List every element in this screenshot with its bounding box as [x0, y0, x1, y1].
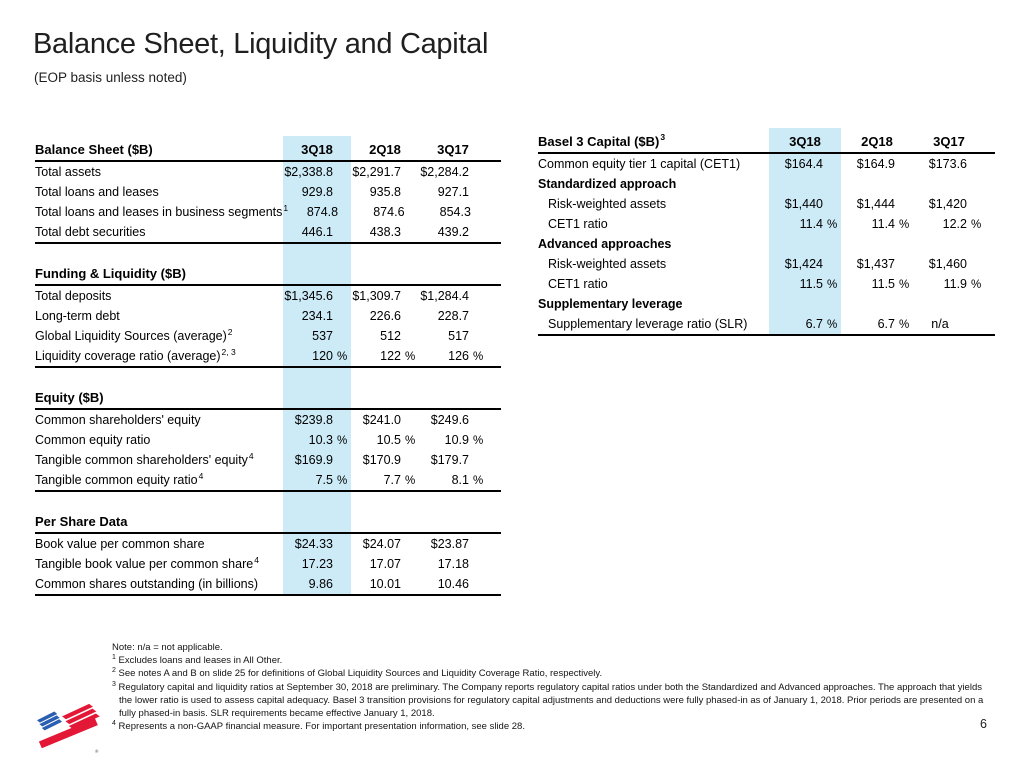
cell-unit: % [971, 279, 982, 291]
cell-3q17 [419, 165, 487, 179]
cell-value: $249.6 [430, 413, 469, 427]
row-label: Supplementary leverage ratio (SLR) [548, 317, 748, 331]
cell-3q18 [288, 205, 354, 219]
footnote: $^2$ See notes A and B on slide 25 for definitions of Global Liquidity Sources and Liquidity Coverage Ratio, respectively. [112, 667, 603, 680]
footnotes [112, 641, 994, 733]
page-number: 6 [980, 717, 987, 731]
cell-3q17 [419, 473, 487, 487]
cell-3q17 [419, 185, 487, 199]
table-header-row [35, 510, 501, 534]
cell-value: 226.6 [369, 309, 401, 323]
cell-3q17 [419, 433, 487, 447]
cell-value: 17.18 [437, 557, 469, 571]
cell-3q17 [913, 257, 985, 271]
row-label: Common equity tier 1 capital (CET1) [538, 157, 741, 171]
cell-2q18 [351, 557, 419, 571]
table-row [35, 430, 501, 450]
cell-value: 446.1 [301, 225, 333, 239]
cell-3q17 [913, 157, 985, 171]
column-header-2q18: 2Q18 [369, 141, 401, 157]
row-label: Tangible common equity ratio$^4$ [35, 470, 204, 487]
row-label: CET1 ratio [548, 277, 608, 291]
table-row [35, 346, 501, 366]
cell-2q18 [841, 197, 913, 211]
cell-value: 7.5 [315, 473, 333, 487]
footnote: $^4$ Represents a non-GAAP financial measure. For important presentation information, see slide 28. [112, 720, 525, 733]
table-row [35, 202, 501, 222]
subsection-header-row [538, 174, 995, 194]
cell-value: 10.01 [369, 577, 401, 591]
row-label: Total loans and leases in business segments$^1$ [35, 202, 289, 219]
table-title: Balance Sheet ($B) [35, 141, 153, 157]
row-label: Risk-weighted assets [548, 257, 667, 271]
cell-value: 935.8 [369, 185, 401, 199]
cell-value: $24.33 [294, 537, 333, 551]
cell-value: 512 [380, 329, 401, 343]
cell-2q18 [351, 537, 419, 551]
cell-3q17 [419, 349, 487, 363]
cell-value: $1,284.4 [420, 289, 469, 303]
cell-3q17 [419, 309, 487, 323]
cell-value: 11.5 [799, 277, 823, 291]
table-header-row [35, 262, 501, 286]
cell-value: 126 [448, 349, 469, 363]
cell-2q18 [841, 257, 913, 271]
balance-sheet-table [35, 138, 501, 596]
row-label: Common equity ratio [35, 433, 151, 447]
cell-value: $170.9 [362, 453, 401, 467]
cell-3q17 [419, 453, 487, 467]
cell-3q17 [419, 329, 487, 343]
cell-value: 439.2 [437, 225, 469, 239]
cell-value: 11.4 [799, 217, 823, 231]
row-label: Risk-weighted assets [548, 197, 667, 211]
cell-unit: % [405, 475, 416, 487]
cell-3q17 [913, 217, 985, 231]
subsection-header-row [538, 294, 995, 314]
cell-3q18 [283, 225, 351, 239]
cell-unit: % [405, 351, 416, 363]
cell-value: 17.07 [369, 557, 401, 571]
cell-value: 8.1 [451, 473, 469, 487]
bank-of-america-logo [27, 699, 101, 755]
cell-value: $239.8 [294, 413, 333, 427]
table-section [35, 138, 501, 244]
cell-3q18 [769, 157, 841, 171]
basel3-capital-table [538, 130, 995, 336]
cell-2q18 [841, 157, 913, 171]
cell-3q18 [283, 537, 351, 551]
row-label: Total assets [35, 165, 102, 179]
cell-value: 929.8 [301, 185, 333, 199]
cell-unit: % [899, 279, 910, 291]
table-row [35, 450, 501, 470]
cell-unit: % [473, 351, 484, 363]
cell-value: 6.7 [877, 317, 895, 331]
table-title: Per Share Data [35, 513, 128, 529]
table-section [35, 510, 501, 596]
cell-value: 12.2 [942, 217, 967, 231]
cell-3q17 [419, 577, 487, 591]
table-row [538, 314, 995, 334]
cell-3q18 [283, 453, 351, 467]
cell-3q17 [913, 317, 985, 331]
footnote: $^3$ Regulatory capital and liquidity ratios at September 30, 2018 are preliminary. The Company reports regulatory capital ratios under both the Standardized and Advanced approaches. The approach that yields the lower ratio is used to assess capital adequacy. Basel 3 transition provisions for regulatory capital adjustments and deductions were fully phased-in as of January 1, 2018. Prior periods are presented on a fully phased-in basis. SLR requirements became effective January 1, 2018. [112, 680, 984, 720]
balance-sheet-sections [35, 138, 501, 596]
row-label: Long-term debt [35, 309, 120, 323]
row-label: Total deposits [35, 289, 112, 303]
cell-3q17 [913, 197, 985, 211]
row-label: Tangible book value per common share$^4$ [35, 554, 259, 571]
cell-unit: % [899, 319, 910, 331]
cell-value: 7.7 [383, 473, 401, 487]
table-row [35, 162, 501, 182]
row-label: Global Liquidity Sources (average)$^2$ [35, 326, 233, 343]
cell-3q18 [283, 289, 351, 303]
cell-3q18 [769, 197, 841, 211]
cell-3q17 [913, 277, 985, 291]
table-row [538, 154, 995, 174]
table-row [35, 574, 501, 594]
cell-value: $1,424 [784, 257, 823, 271]
row-label: Tangible common shareholders' equity$^4$ [35, 450, 254, 467]
cell-3q17 [419, 225, 487, 239]
cell-2q18 [355, 205, 421, 219]
cell-2q18 [841, 277, 913, 291]
cell-2q18 [841, 217, 913, 231]
table-title: Funding & Liquidity ($B) [35, 265, 186, 281]
cell-unit: % [827, 279, 838, 291]
cell-value: $1,437 [856, 257, 895, 271]
cell-value: 10.46 [437, 577, 469, 591]
cell-value: 874.6 [373, 205, 405, 219]
table-section [35, 262, 501, 368]
cell-3q18 [283, 433, 351, 447]
cell-value: 6.7 [805, 317, 823, 331]
cell-value: $1,444 [856, 197, 895, 211]
cell-2q18 [351, 577, 419, 591]
table-row [35, 286, 501, 306]
row-label: Advanced approaches [538, 237, 672, 251]
cell-3q18 [283, 329, 351, 343]
cell-value: 10.9 [444, 433, 469, 447]
row-label: Total debt securities [35, 225, 146, 239]
table-row [35, 554, 501, 574]
cell-2q18 [351, 329, 419, 343]
cell-value: $164.4 [784, 157, 823, 171]
cell-3q18 [769, 277, 841, 291]
cell-2q18 [351, 225, 419, 239]
cell-2q18 [351, 473, 419, 487]
cell-value: 11.4 [871, 217, 895, 231]
cell-3q17 [419, 537, 487, 551]
table-row [35, 182, 501, 202]
cell-unit: % [473, 435, 484, 447]
row-label: Supplementary leverage [538, 297, 683, 311]
cell-value: 927.1 [437, 185, 469, 199]
cell-unit: % [899, 219, 910, 231]
cell-value: $1,440 [784, 197, 823, 211]
table-row [35, 410, 501, 430]
cell-3q18 [283, 557, 351, 571]
table-header-row [538, 130, 995, 154]
table-section [538, 130, 995, 336]
cell-2q18 [351, 185, 419, 199]
cell-value: 438.3 [369, 225, 401, 239]
table-row [538, 194, 995, 214]
column-header-3q17: 3Q17 [437, 141, 469, 157]
cell-value: 537 [312, 329, 333, 343]
cell-value: $1,345.6 [284, 289, 333, 303]
logo-blue-stripes [37, 712, 62, 731]
cell-3q17 [419, 289, 487, 303]
cell-value: 10.3 [308, 433, 333, 447]
cell-value: $24.07 [362, 537, 401, 551]
cell-value: 120 [312, 349, 333, 363]
cell-3q18 [283, 185, 351, 199]
logo-registered-mark: ® [94, 750, 99, 755]
cell-3q18 [769, 217, 841, 231]
table-row [538, 274, 995, 294]
table-row [538, 214, 995, 234]
column-header-3q18: 3Q18 [789, 133, 821, 149]
cell-unit: % [337, 435, 348, 447]
cell-3q18 [283, 309, 351, 323]
cell-2q18 [351, 289, 419, 303]
basel3-sections [538, 130, 995, 336]
cell-value: 122 [380, 349, 401, 363]
row-label: Common shareholders' equity [35, 413, 201, 427]
cell-2q18 [351, 309, 419, 323]
cell-2q18 [351, 433, 419, 447]
cell-value: $2,284.2 [420, 165, 469, 179]
table-header-row [35, 386, 501, 410]
cell-3q18 [283, 165, 351, 179]
table-row [35, 470, 501, 490]
page-subtitle: (EOP basis unless noted) [34, 70, 187, 85]
cell-value: 228.7 [437, 309, 469, 323]
cell-value: 854.3 [439, 205, 471, 219]
cell-value: $1,309.7 [352, 289, 401, 303]
cell-unit: % [827, 319, 838, 331]
cell-value: $173.6 [928, 157, 967, 171]
table-title: Basel 3 Capital ($B)$^3$ [538, 132, 666, 149]
row-label: Common shares outstanding (in billions) [35, 577, 259, 591]
table-row [35, 306, 501, 326]
subsection-header-row [538, 234, 995, 254]
row-label: Book value per common share [35, 537, 205, 551]
table-row [538, 254, 995, 274]
cell-value: 517 [448, 329, 469, 343]
cell-3q18 [769, 257, 841, 271]
table-section [35, 386, 501, 492]
cell-3q18 [769, 317, 841, 331]
cell-2q18 [351, 165, 419, 179]
table-row [35, 534, 501, 554]
cell-2q18 [841, 317, 913, 331]
cell-value: $2,291.7 [352, 165, 401, 179]
page-title: Balance Sheet, Liquidity and Capital [33, 28, 489, 60]
cell-3q18 [283, 473, 351, 487]
cell-unit: % [337, 351, 348, 363]
cell-3q18 [283, 413, 351, 427]
cell-value: $241.0 [362, 413, 401, 427]
cell-value: 10.5 [376, 433, 401, 447]
cell-value: 9.86 [308, 577, 333, 591]
cell-3q17 [419, 413, 487, 427]
cell-value: 11.5 [871, 277, 895, 291]
column-header-3q18: 3Q18 [301, 141, 333, 157]
cell-2q18 [351, 349, 419, 363]
cell-2q18 [351, 453, 419, 467]
column-header-3q17: 3Q17 [933, 133, 965, 149]
table-row [35, 222, 501, 242]
cell-value: $179.7 [430, 453, 469, 467]
cell-value: $164.9 [856, 157, 895, 171]
cell-unit: % [473, 475, 484, 487]
cell-3q18 [283, 349, 351, 363]
column-header-2q18: 2Q18 [861, 133, 893, 149]
cell-3q17 [419, 557, 487, 571]
row-label: Total loans and leases [35, 185, 159, 199]
cell-value: 17.23 [301, 557, 333, 571]
footnote-note: Note: n/a = not applicable. [112, 642, 223, 653]
cell-value: $169.9 [294, 453, 333, 467]
row-label: Standardized approach [538, 177, 677, 191]
table-header-row [35, 138, 501, 162]
table-row [35, 326, 501, 346]
cell-value: $1,460 [928, 257, 967, 271]
table-title: Equity ($B) [35, 389, 104, 405]
cell-value: $23.87 [430, 537, 469, 551]
cell-unit: % [827, 219, 838, 231]
cell-unit: % [971, 219, 982, 231]
cell-unit: % [337, 475, 348, 487]
cell-2q18 [351, 413, 419, 427]
cell-value: 874.8 [306, 205, 339, 219]
footnote: $^1$ Excludes loans and leases in All Other. [112, 654, 283, 667]
cell-value: $2,338.8 [284, 165, 333, 179]
row-label: CET1 ratio [548, 217, 608, 231]
cell-unit: % [405, 435, 416, 447]
cell-value: $1,420 [928, 197, 967, 211]
row-label: Liquidity coverage ratio (average)$^{2, 3}$ [35, 346, 236, 363]
cell-value: 11.9 [943, 277, 967, 291]
cell-3q18 [283, 577, 351, 591]
cell-value: 234.1 [301, 309, 333, 323]
cell-value: n/a [931, 317, 949, 331]
cell-3q17 [421, 205, 487, 219]
